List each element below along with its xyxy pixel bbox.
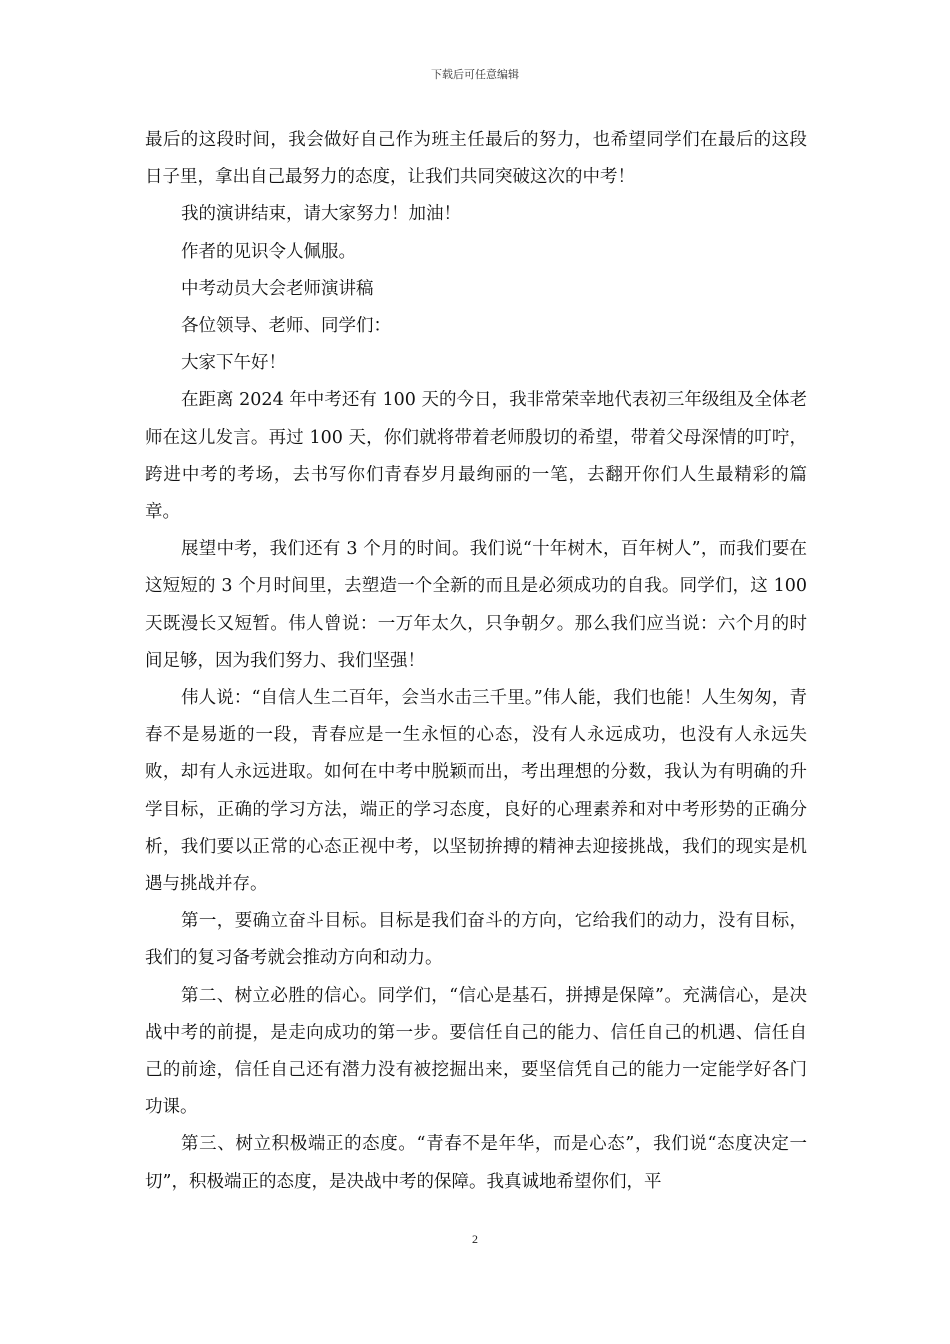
paragraph: 伟人说：“自信人生二百年，会当水击三千里。”伟人能，我们也能！人生匆匆，青春不是易逝的一段，青春应是一生永恒的心态，没有人永远成功，也没有人永远失败，却有人永远进取。如何在中考中脱颖而出，考出理想的分数，我认为有明确的升学目标，正确的学习方法，端正的学习态度，良好的心理素养和对中考形势的正确分析，我们要以正常的心态正视中考，以坚韧拚搏的精神去迎接挑战，我们的现实是机遇与挑战并存。	[145, 688, 807, 895]
page-header: 下载后可任意编辑	[431, 68, 519, 81]
paragraph: 第二、树立必胜的信心。同学们，“信心是基石，拼搏是保障”。充满信心，是决战中考的前提，是走向成功的第一步。要信任自己的能力、信任自己的机遇、信任自己的前途，信任自己还有潜力没有被挖掘出来，要坚信凭自己的能力一定能学好各门功课。	[145, 985, 807, 1118]
paragraph: 最后的这段时间，我会做好自己作为班主任最后的努力，也希望同学们在最后的这段日子里，拿出自己最努力的态度，让我们共同突破这次的中考！	[145, 130, 807, 188]
paragraph: 第三、树立积极端正的态度。“青春不是年华，而是心态”，我们说“态度决定一切”，积极端正的态度，是决战中考的保障。我真诚地希望你们，平	[145, 1134, 807, 1192]
paragraph: 我的演讲结束，请大家努力！加油！	[181, 204, 461, 225]
paragraph: 展望中考，我们还有 3 个月的时间。我们说“十年树木，百年树人”，而我们要在这短短的 3 个月时间里，去塑造一个全新的而且是必须成功的自我。同学们，这 100 天既漫长又短暂。伟人曾说：一万年太久，只争朝夕。那么我们应当说：六个月的时间足够，因为我们努力、我们坚强！	[145, 539, 807, 671]
salutation: 各位领导、老师、同学们：	[181, 316, 391, 337]
greeting: 大家下午好！	[181, 353, 286, 374]
paragraph: 作者的见识令人佩服。	[181, 241, 356, 262]
paragraph: 第一，要确立奋斗目标。目标是我们奋斗的方向，它给我们的动力，没有目标，我们的复习备考就会推动方向和动力。	[145, 911, 807, 969]
document-body	[145, 122, 807, 1201]
page-number: 2	[472, 1232, 478, 1246]
paragraph: 在距离 2024 年中考还有 100 天的今日，我非常荣幸地代表初三年级组及全体老师在这儿发言。再过 100 天，你们就将带着老师殷切的希望，带着父母深情的叮咛，跨进中考的考场，去书写你们青春岁月最绚丽的一笔，去翻开你们人生最精彩的篇章。	[145, 390, 807, 523]
speech-title: 中考动员大会老师演讲稿	[181, 278, 374, 299]
